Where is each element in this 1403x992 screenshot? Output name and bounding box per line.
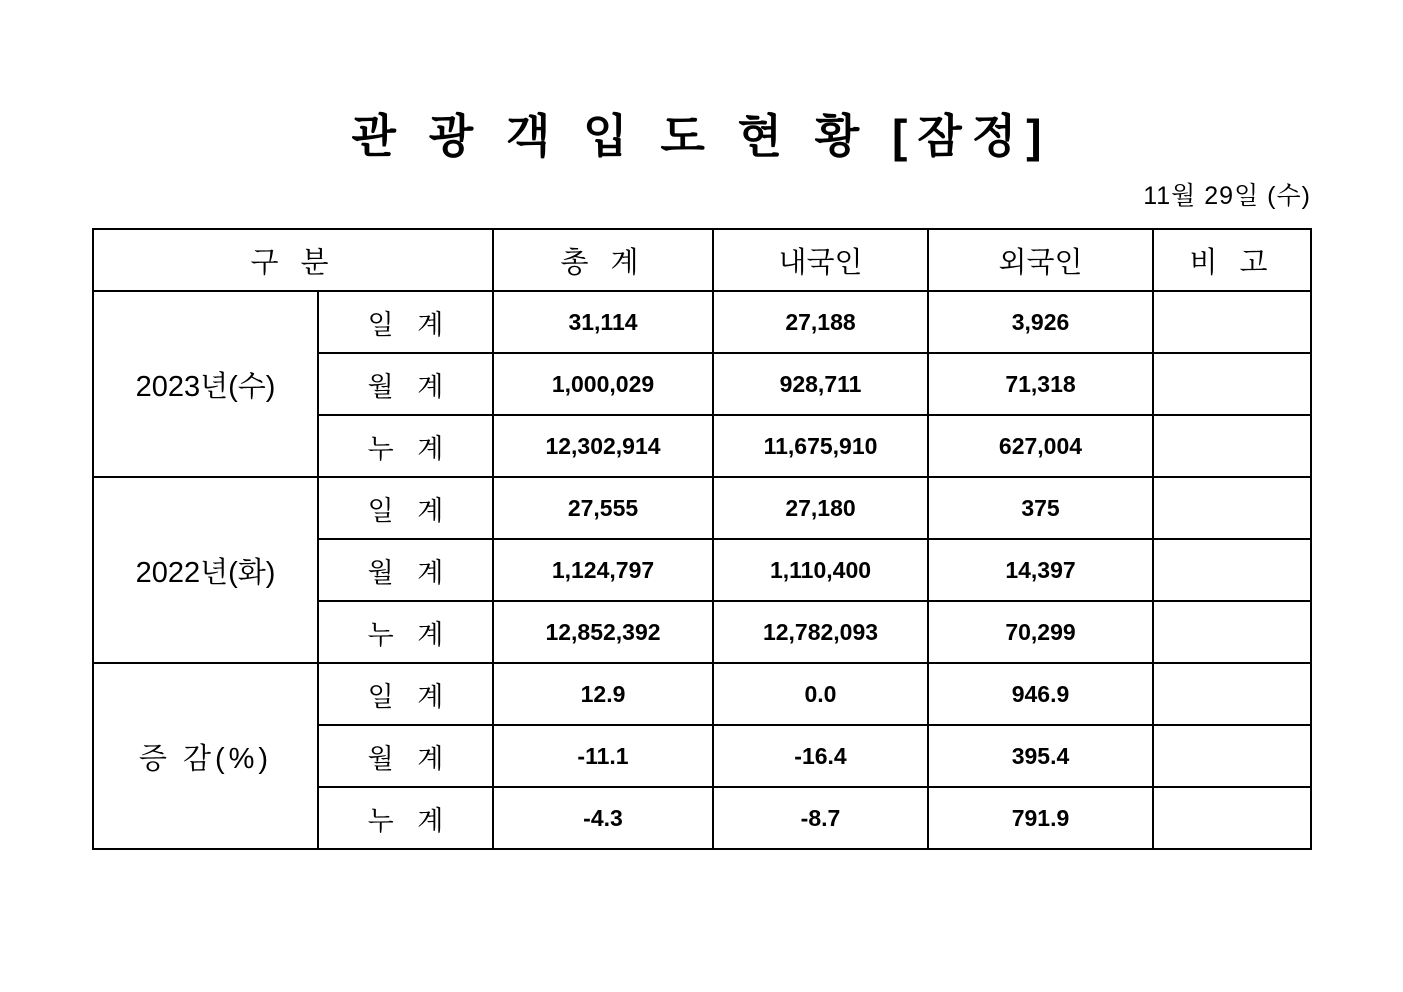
value-remarks xyxy=(1153,787,1311,849)
value-domestic: 27,180 xyxy=(713,477,928,539)
value-domestic: -8.7 xyxy=(713,787,928,849)
period-label: 누 계 xyxy=(318,787,493,849)
period-label: 월 계 xyxy=(318,725,493,787)
tourist-arrivals-table xyxy=(92,228,1312,850)
value-domestic: 27,188 xyxy=(713,291,928,353)
value-remarks xyxy=(1153,539,1311,601)
value-domestic: 0.0 xyxy=(713,663,928,725)
period-label: 월 계 xyxy=(318,539,493,601)
value-total: 31,114 xyxy=(493,291,713,353)
table-row xyxy=(93,291,1311,353)
period-label: 일 계 xyxy=(318,477,493,539)
value-total: 12,302,914 xyxy=(493,415,713,477)
header-foreign: 외국인 xyxy=(928,229,1153,291)
value-foreign: 395.4 xyxy=(928,725,1153,787)
value-remarks xyxy=(1153,725,1311,787)
value-foreign: 70,299 xyxy=(928,601,1153,663)
value-total: 1,000,029 xyxy=(493,353,713,415)
period-label: 누 계 xyxy=(318,415,493,477)
period-label: 누 계 xyxy=(318,601,493,663)
value-foreign: 3,926 xyxy=(928,291,1153,353)
value-total: 12.9 xyxy=(493,663,713,725)
header-domestic: 내국인 xyxy=(713,229,928,291)
value-remarks xyxy=(1153,291,1311,353)
value-remarks xyxy=(1153,415,1311,477)
group-label-2022: 2022년(화) xyxy=(93,477,318,663)
value-foreign: 791.9 xyxy=(928,787,1153,849)
table-header-row xyxy=(93,229,1311,291)
value-foreign: 14,397 xyxy=(928,539,1153,601)
group-label-change: 증 감(%) xyxy=(93,663,318,849)
value-foreign: 375 xyxy=(928,477,1153,539)
value-domestic: 11,675,910 xyxy=(713,415,928,477)
value-domestic: 1,110,400 xyxy=(713,539,928,601)
value-total: 12,852,392 xyxy=(493,601,713,663)
header-category: 구 분 xyxy=(93,229,493,291)
group-label-2023: 2023년(수) xyxy=(93,291,318,477)
value-domestic: 12,782,093 xyxy=(713,601,928,663)
value-total: 1,124,797 xyxy=(493,539,713,601)
value-remarks xyxy=(1153,353,1311,415)
value-remarks xyxy=(1153,663,1311,725)
value-remarks xyxy=(1153,477,1311,539)
table-row xyxy=(93,663,1311,725)
header-total: 총 계 xyxy=(493,229,713,291)
value-domestic: -16.4 xyxy=(713,725,928,787)
period-label: 일 계 xyxy=(318,291,493,353)
period-label: 일 계 xyxy=(318,663,493,725)
value-remarks xyxy=(1153,601,1311,663)
period-label: 월 계 xyxy=(318,353,493,415)
value-foreign: 627,004 xyxy=(928,415,1153,477)
page-title: 관 광 객 입 도 현 황 [잠정] xyxy=(351,110,1052,162)
value-total: 27,555 xyxy=(493,477,713,539)
value-foreign: 946.9 xyxy=(928,663,1153,725)
header-remarks: 비 고 xyxy=(1153,229,1311,291)
value-total: -4.3 xyxy=(493,787,713,849)
value-domestic: 928,711 xyxy=(713,353,928,415)
report-date: 11월 29일 (수) xyxy=(1143,182,1311,210)
value-foreign: 71,318 xyxy=(928,353,1153,415)
table-row xyxy=(93,477,1311,539)
value-total: -11.1 xyxy=(493,725,713,787)
